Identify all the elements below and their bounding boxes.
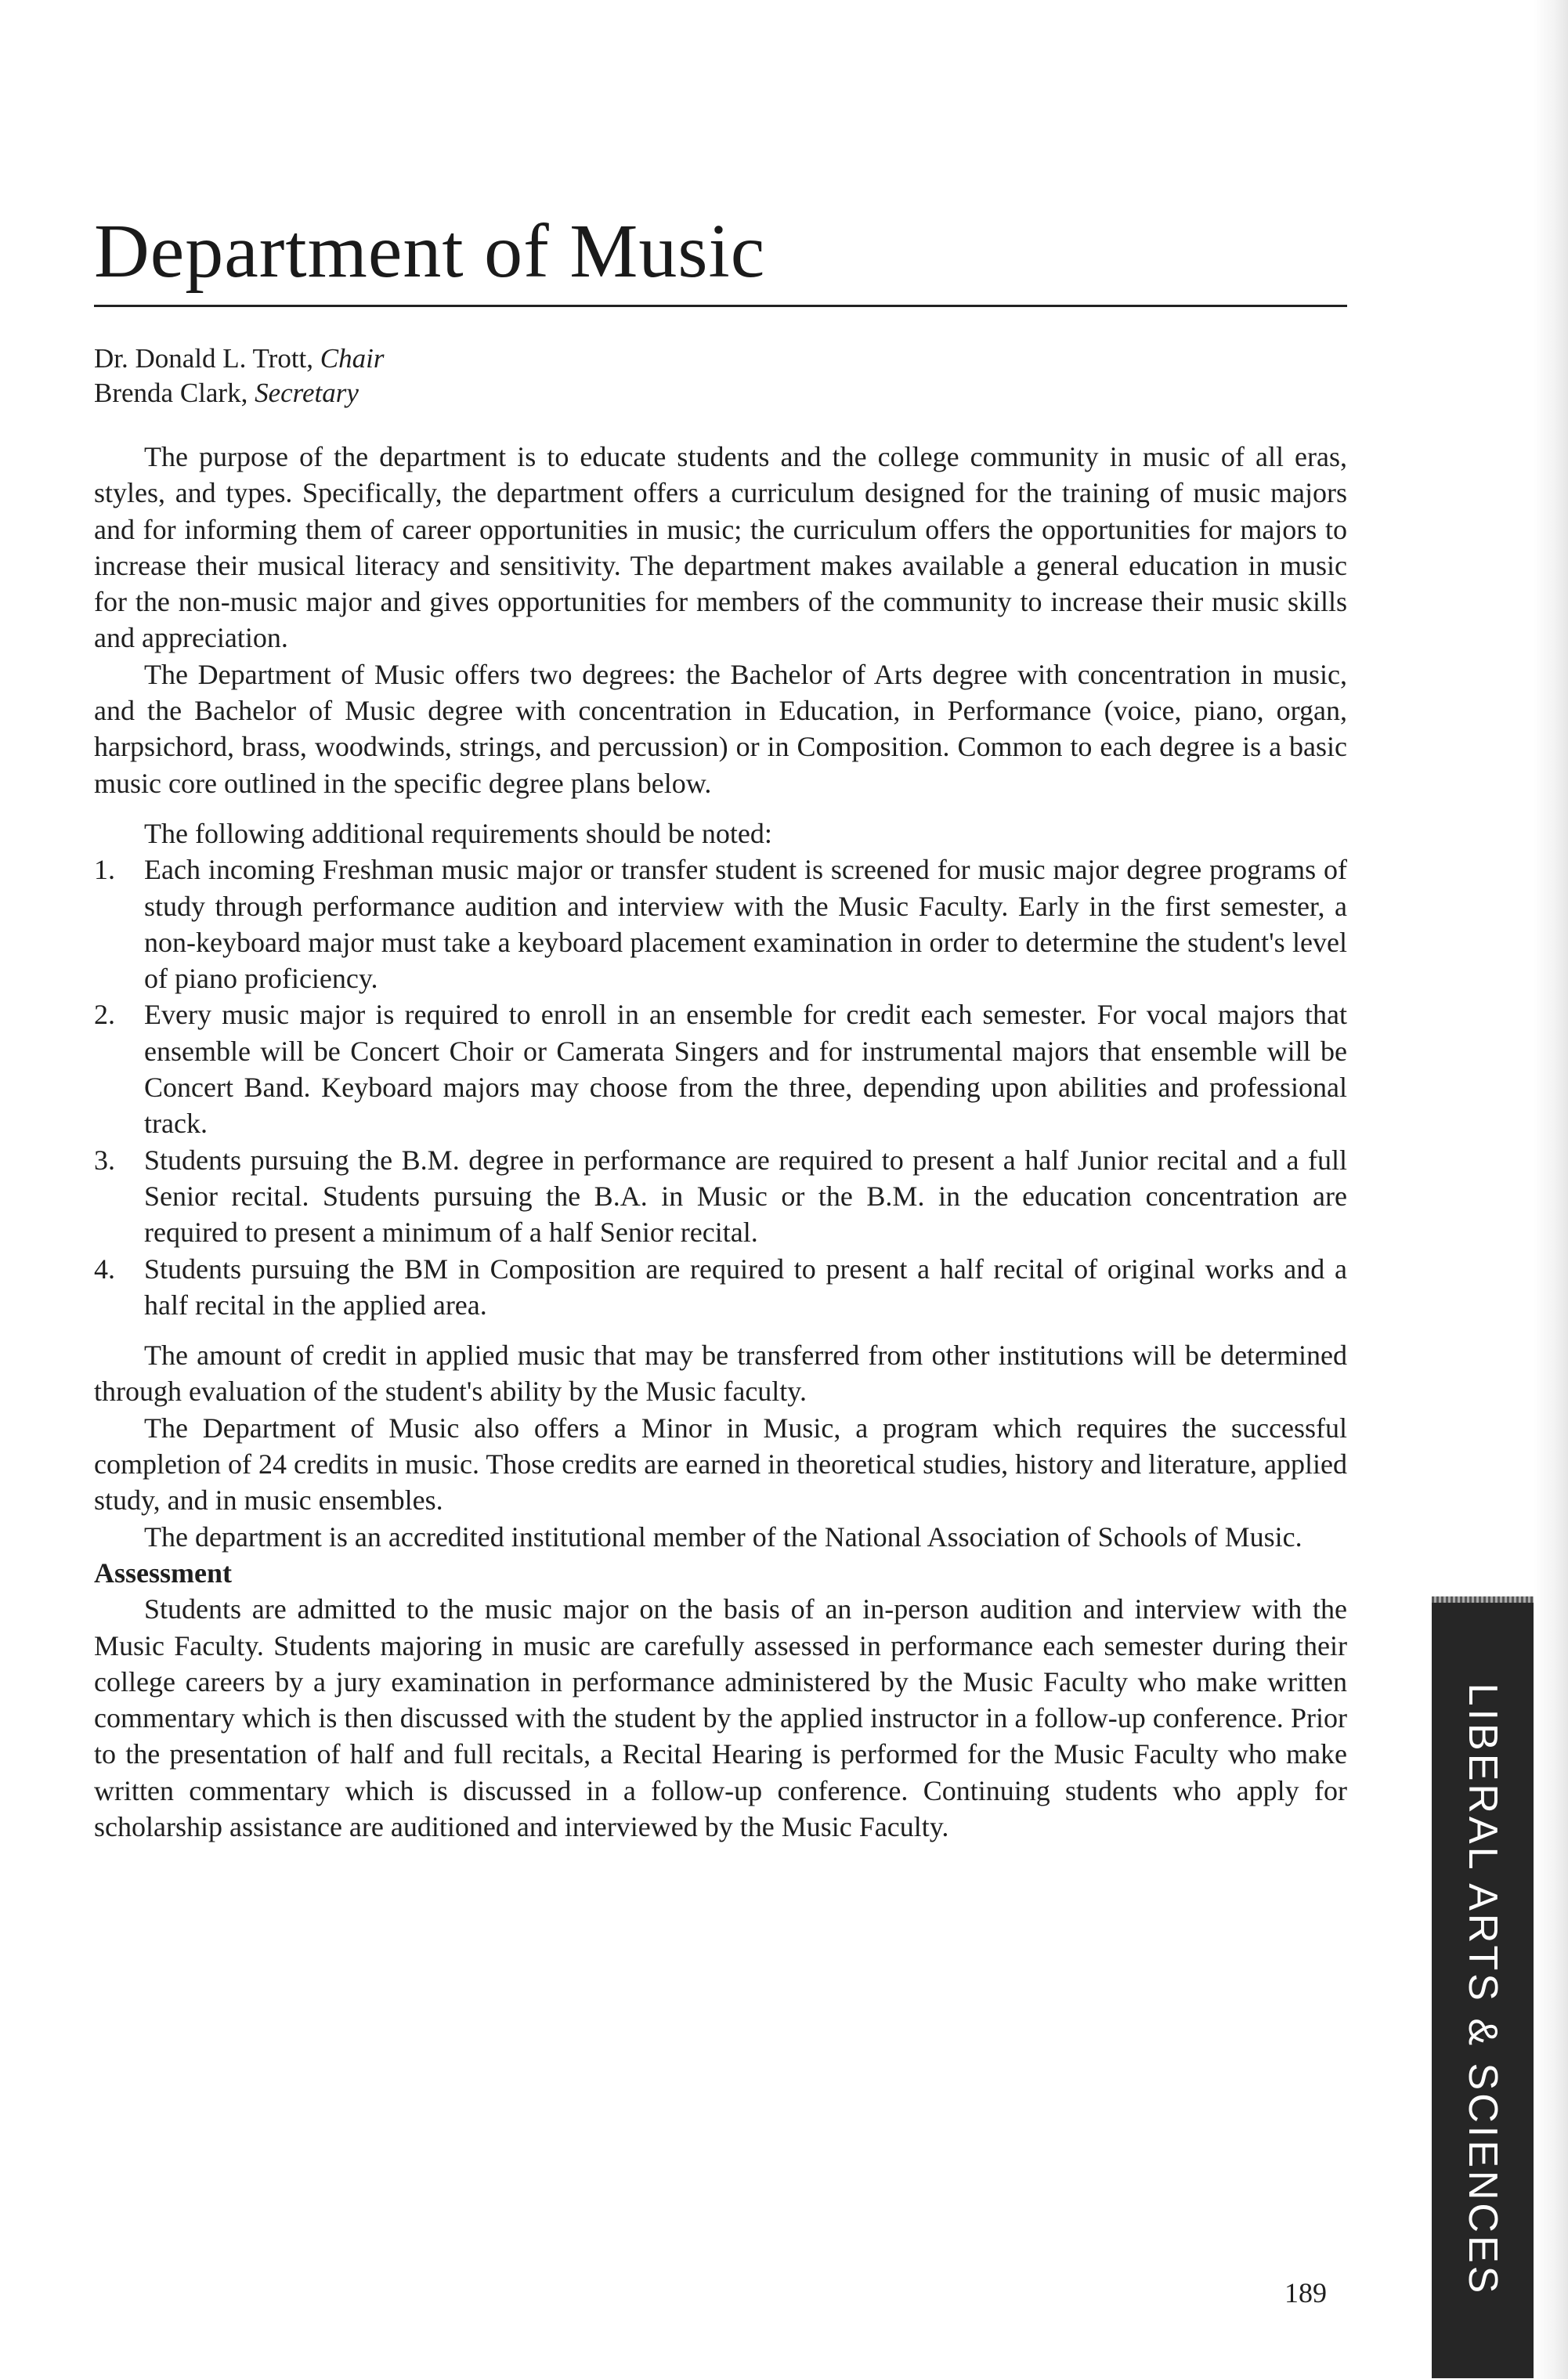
assessment-heading: Assessment [94, 1556, 232, 1589]
list-item [94, 851, 1347, 996]
title-underline [94, 305, 1347, 307]
paragraph-transfer-credit: The amount of credit in applied music that may be transferred from other institutions will be determined through evaluation of the student's ability by the Music faculty. [94, 1340, 1347, 1408]
list-item [94, 1251, 1347, 1324]
list-item [94, 1142, 1347, 1251]
paragraph-degrees: The Department of Music offers two degrees: the Bachelor of Arts degree with concentration in music, and the Bachelor of Music degree with concentration in Education, in Performance (voice, piano, organ, harpsichord, brass, woodwinds, strings, and percussion) or in Composition. Common to each degree is a basic music core outlined in the specific degree plans below. [94, 658, 1347, 799]
page-title: Department of Music [94, 209, 766, 294]
list-number: 1. [94, 854, 115, 886]
body-text [94, 439, 1347, 1845]
staff-secretary [94, 376, 359, 410]
paragraph-requirements-intro: The following additional requirements should be noted: [144, 817, 772, 849]
page-edge-shadow [1534, 0, 1568, 2379]
list-text: Each incoming Freshman music major or transfer student is screened for music major degree programs of study through performance audition and interview with the Music Faculty. Early in the first semester, a non-keyboard major must take a keyboard placement examination in order to determine the student's level of piano proficiency. [144, 854, 1347, 995]
list-text: Students pursuing the B.M. degree in performance are required to present a half Junior recital and a full Senior recital. Students pursuing the B.A. in Music or the B.M. in the education concentration are required to present a minimum of a half Senior recital. [144, 1144, 1347, 1249]
list-number: 2. [94, 999, 115, 1031]
staff-chair [94, 342, 385, 376]
chair-role: Chair [320, 343, 385, 374]
secretary-role: Secretary [255, 378, 359, 408]
list-number: 3. [94, 1144, 115, 1176]
page-number: 189 [1284, 2277, 1327, 2308]
secretary-name: Brenda Clark, [94, 378, 255, 408]
assessment-text: Students are admitted to the music major on the basis of an in-person audition and interview with the Music Faculty. Students majoring in music are carefully assessed in performance each semester during their college careers by a jury examination in performance administered by the Music Faculty who make written commentary which is then discussed with the student by the applied instructor in a follow-up conference. Prior to the presentation of half and full recitals, a Recital Hearing is performed for the Music Faculty who make written commentary which is discussed in a follow-up conference. Continuing students who apply for scholarship assistance are auditioned and interviewed by the Music Faculty. [94, 1593, 1347, 1842]
chair-name: Dr. Donald L. Trott, [94, 343, 320, 374]
requirements-list [94, 851, 1347, 1323]
list-text: Students pursuing the BM in Composition are required to present a half recital of original works and a half recital in the applied area. [144, 1253, 1347, 1321]
list-number: 4. [94, 1253, 115, 1285]
paragraph-minor: The Department of Music also offers a Minor in Music, a program which requires the successful completion of 24 credits in music. Those credits are earned in theoretical studies, history and literature, applied study, and in music ensembles. [94, 1412, 1347, 1517]
list-item [94, 996, 1347, 1141]
paragraph-purpose: The purpose of the department is to educate students and the college community in music of all eras, styles, and types. Specifically, the department offers a curriculum designed for the training of music majors and for informing them of career opportunities in music; the curriculum offers the opportunities for majors to increase their musical literacy and sensitivity. The department makes available a general education in music for the non-music major and gives opportunities for members of the community to increase their music skills and appreciation. [94, 441, 1347, 654]
paragraph-accreditation: The department is an accredited institutional member of the National Association of Schools of Music. [144, 1520, 1302, 1553]
side-tab-label: LIBERAL ARTS & SCIENCES [1460, 1683, 1505, 2297]
list-text: Every music major is required to enroll in an ensemble for credit each semester. For vocal majors that ensemble will be Concert Choir or Camerata Singers and for instrumental majors that ensemble will be Concert Band. Keyboard majors may choose from the three, depending upon abilities and professional track. [144, 999, 1347, 1140]
